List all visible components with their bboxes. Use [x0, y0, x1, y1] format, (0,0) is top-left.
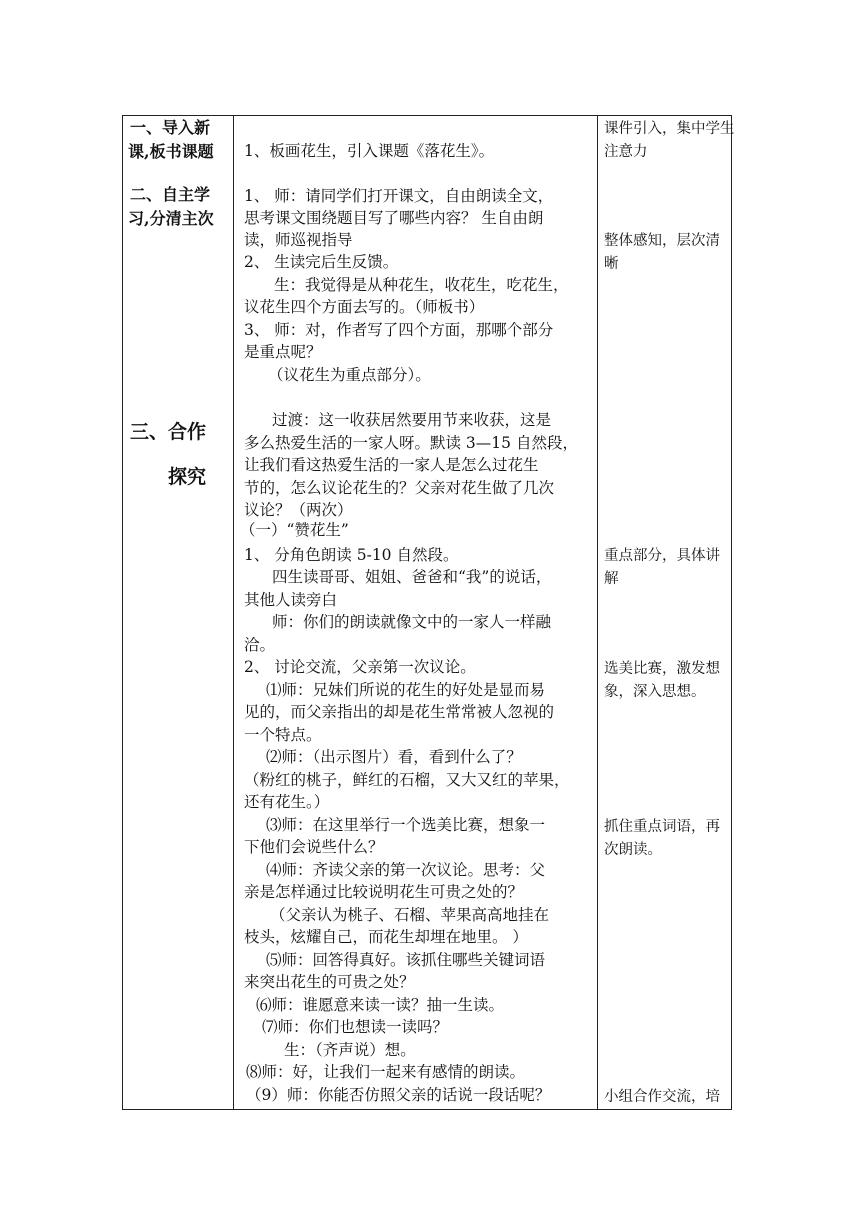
section-1-heading-line2: 课,板书课题 — [128, 142, 214, 161]
content-line: 来突出花生的可贵之处？ — [244, 973, 415, 991]
note-line: 晰 — [604, 256, 619, 272]
content-line: 四生读哥哥、姐姐、爸爸和“我”的说话， — [272, 568, 552, 586]
content-line: 见的，而父亲指出的却是花生常常被人忽视的 — [244, 703, 555, 721]
content-line: 让我们看这热爱生活的一家人是怎么过花生 — [244, 456, 539, 474]
note-line: 重点部分，具体讲 — [604, 548, 720, 564]
content-line: ⑹师：谁愿意来读一读？抽一生读。 — [256, 996, 505, 1014]
note-line: 小组合作交流，培 — [604, 1089, 720, 1105]
content-line: 2、 生读完后生反馈。 — [244, 253, 399, 271]
content-line: 还有花生。） — [244, 793, 330, 811]
content-line: ⑴师：兄妹们所说的花生的好处是显而易 — [266, 681, 546, 699]
content-line: 节的，怎么议论花生的？父亲对花生做了几次 — [244, 479, 555, 497]
content-line: 议花生四个方面去写的。（师板书） — [244, 298, 485, 316]
content-line: 一个特点。 — [244, 726, 322, 744]
content-line: 洽。 — [244, 636, 276, 654]
content-line: （一）“赞花生” — [240, 521, 349, 539]
section-2-heading-line1: 二、自主学 — [130, 185, 211, 204]
content-line: 读，师巡视指导 — [244, 231, 353, 249]
section-1-heading-line1: 一、导入新 — [130, 118, 211, 137]
note-line: 注意力 — [604, 144, 648, 160]
note-line: 解 — [604, 571, 619, 587]
content-line: 议论？（两次） — [244, 501, 353, 519]
content-line: 3、 师：对，作者写了四个方面，那哪个部分 — [244, 321, 554, 339]
content-line: 1、 师：请同学们打开课文，自由朗读全文， — [244, 187, 554, 205]
content-line: 2、 讨论交流，父亲第一次议论。 — [244, 658, 476, 676]
content-line: ⑶师：在这里举行一个选美比赛，想象一 — [266, 816, 546, 834]
content-line: （议花生为重点部分）。 — [268, 366, 431, 384]
section-3-heading-line2: 探究 — [168, 466, 207, 488]
content-line: ⑺师：你们也想读一读吗？ — [262, 1018, 449, 1036]
content-line: ⑻师：好，让我们一起来有感情的朗读。 — [246, 1063, 526, 1081]
content-line: 1、板画花生，引入课题《落花生》。 — [244, 142, 495, 160]
content-line: 思考课文围绕题目写了哪些内容？ 生自由朗 — [244, 209, 544, 227]
column-divider — [597, 116, 598, 1109]
content-line: （粉红的桃子，鲜红的石榴，又大又红的苹果， — [244, 771, 570, 789]
content-line: 生：（齐声说）想。 — [284, 1041, 416, 1059]
content-line: 过渡：这一收获居然要用节来收获，这是 — [272, 411, 552, 429]
note-line: 课件引入，集中学生 — [604, 121, 735, 137]
note-line: 整体感知，层次清 — [604, 233, 720, 249]
content-line: ⑷师：齐读父亲的第一次议论。思考：父 — [266, 861, 546, 879]
note-line: 象，深入思想。 — [604, 684, 706, 700]
content-line: 枝头，炫耀自己，而花生却埋在地里。 ） — [244, 928, 528, 946]
note-line: 次朗读。 — [604, 842, 662, 858]
section-3-heading-line1: 三、合作 — [130, 421, 207, 443]
note-line: 选美比赛，激发想 — [604, 661, 720, 677]
note-line: 抓住重点词语，再 — [604, 819, 720, 835]
column-divider — [233, 116, 234, 1109]
content-line: 是重点呢？ — [244, 343, 322, 361]
content-line: 多么热爱生活的一家人呀。默读 3—15 自然段， — [244, 434, 578, 452]
content-line: 下他们会说些什么？ — [244, 838, 384, 856]
content-line: 1、 分角色朗读 5-10 自然段。 — [244, 546, 459, 564]
content-line: ⑸师：回答得真好。该抓住哪些关键词语 — [266, 951, 546, 969]
content-line: 其他人读旁白 — [244, 591, 338, 609]
content-line: （9）师：你能否仿照父亲的话说一段话呢？ — [246, 1086, 551, 1104]
content-line: 师：你们的朗读就像文中的一家人一样融 — [272, 613, 552, 631]
section-2-heading-line2: 习,分清主次 — [128, 209, 214, 228]
content-line: （父亲认为桃子、石榴、苹果高高地挂在 — [270, 906, 550, 924]
content-line: ⑵师：（出示图片）看，看到什么了？ — [266, 748, 522, 766]
content-line: 生：我觉得是从种花生，收花生，吃花生， — [274, 276, 569, 294]
content-line: 亲是怎样通过比较说明花生可贵之处的？ — [244, 883, 524, 901]
